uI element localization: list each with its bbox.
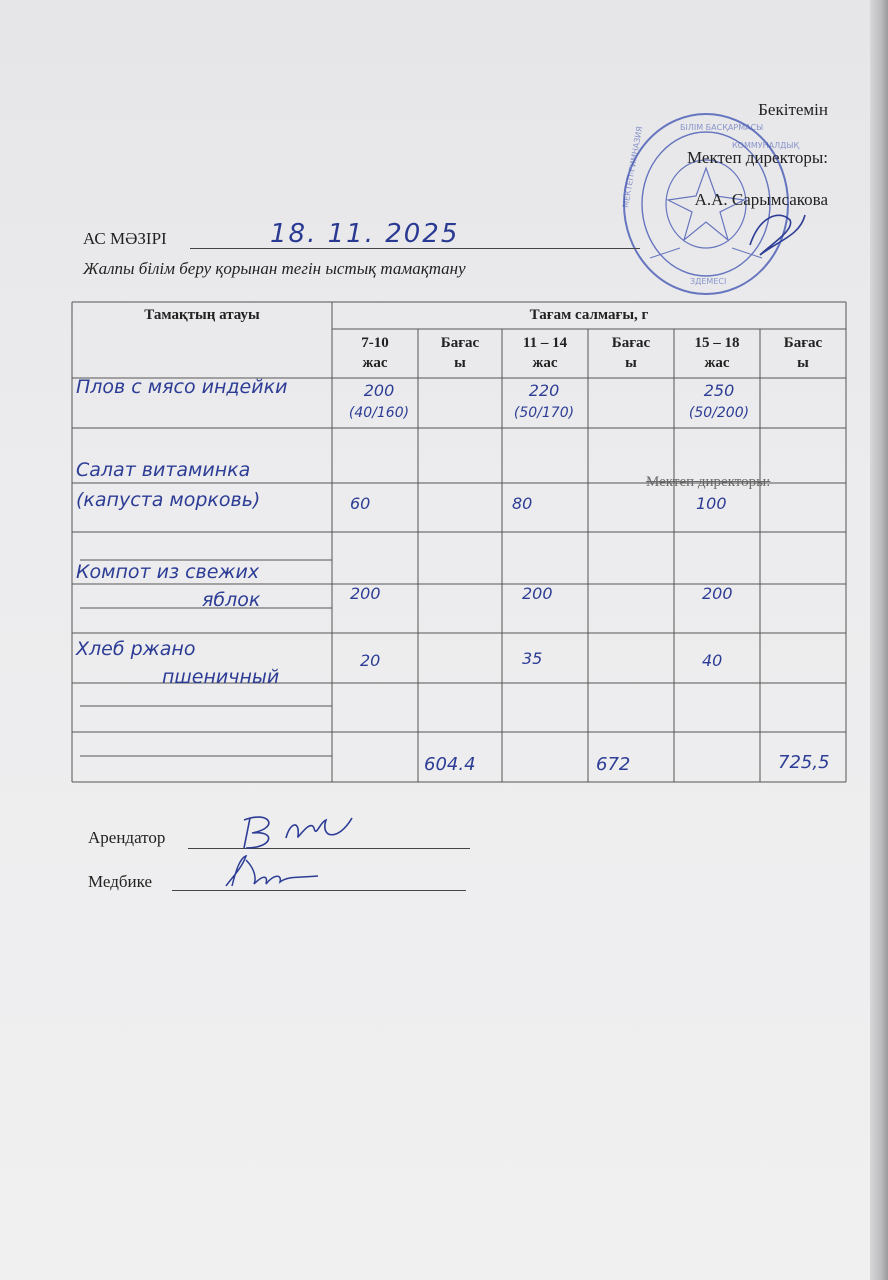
svg-text:КОММУНАЛДЫҚ: КОММУНАЛДЫҚ [732,141,800,150]
weight-15-18-row-3: 200 [702,584,733,603]
total-price-11-14: 672 [596,754,631,775]
approval-name: А.А. Сарымсакова [694,190,828,209]
tenant-label: Арендатор [88,828,166,847]
nurse-label: Медбике [88,872,152,891]
show-through-text: Мектеп директоры: [646,474,771,490]
weight-11-14-row-2: 80 [512,494,533,513]
header-age-11-14: 11 – 14 жас [522,335,568,371]
header-age-7-10: 7-10 жас [361,335,389,371]
header-price-3: Бағас ы [783,335,823,371]
weight-11-14-row-3: 200 [522,584,553,603]
dish-name-row-4: Хлеб ржано пшеничный [76,638,280,688]
weight-15-18-row-2: 100 [696,494,727,513]
menu-subtitle: Жалпы білім беру қорынан тегін ыстық тамақтану [83,259,466,278]
approval-position: Мектеп директоры: [687,148,828,167]
header-weight: Тағам салмағы, г [529,307,649,323]
dish-name-row-3: Компот из свежих яблок [76,561,261,611]
total-price-7-10: 604.4 [424,754,476,775]
weight-7-10-row-4: 20 [360,651,381,670]
header-age-15-18: 15 – 18 жас [694,335,740,371]
total-price-15-18: 725,5 [778,752,830,773]
weight-15-18-row-4: 40 [702,651,723,670]
header-price-2: Бағас ы [611,335,651,371]
dish-name-row-1: Плов с мясо индейки [76,376,288,398]
svg-text:БІЛІМ БАСҚАРМАСЫ: БІЛІМ БАСҚАРМАСЫ [680,123,764,132]
svg-text:МЕКТЕП-ГИМНАЗИЯ: МЕКТЕП-ГИМНАЗИЯ [621,125,645,209]
weight-11-14-row-1: 220 (50/170) [513,381,575,421]
weight-7-10-row-1: 200 (40/160) [348,381,410,421]
weight-7-10-row-3: 200 [350,584,381,603]
svg-text:ЗДЕМЕСІ: ЗДЕМЕСІ [690,277,727,286]
weight-15-18-row-1: 250 (50/200) [688,381,750,421]
weight-7-10-row-2: 60 [350,494,371,513]
menu-date: 18. 11. 2025 [270,219,460,249]
header-price-1: Бағас ы [440,335,480,371]
menu-title: АС МӘЗІРІ [83,229,167,248]
approval-heading: Бекітемін [758,100,828,119]
weight-11-14-row-4: 35 [522,649,543,668]
nurse-signature [216,850,326,896]
dish-name-row-2: Салат витаминка (капуста морковь) [76,459,261,511]
header-dish-name: Тамақтың атауы [144,307,260,323]
